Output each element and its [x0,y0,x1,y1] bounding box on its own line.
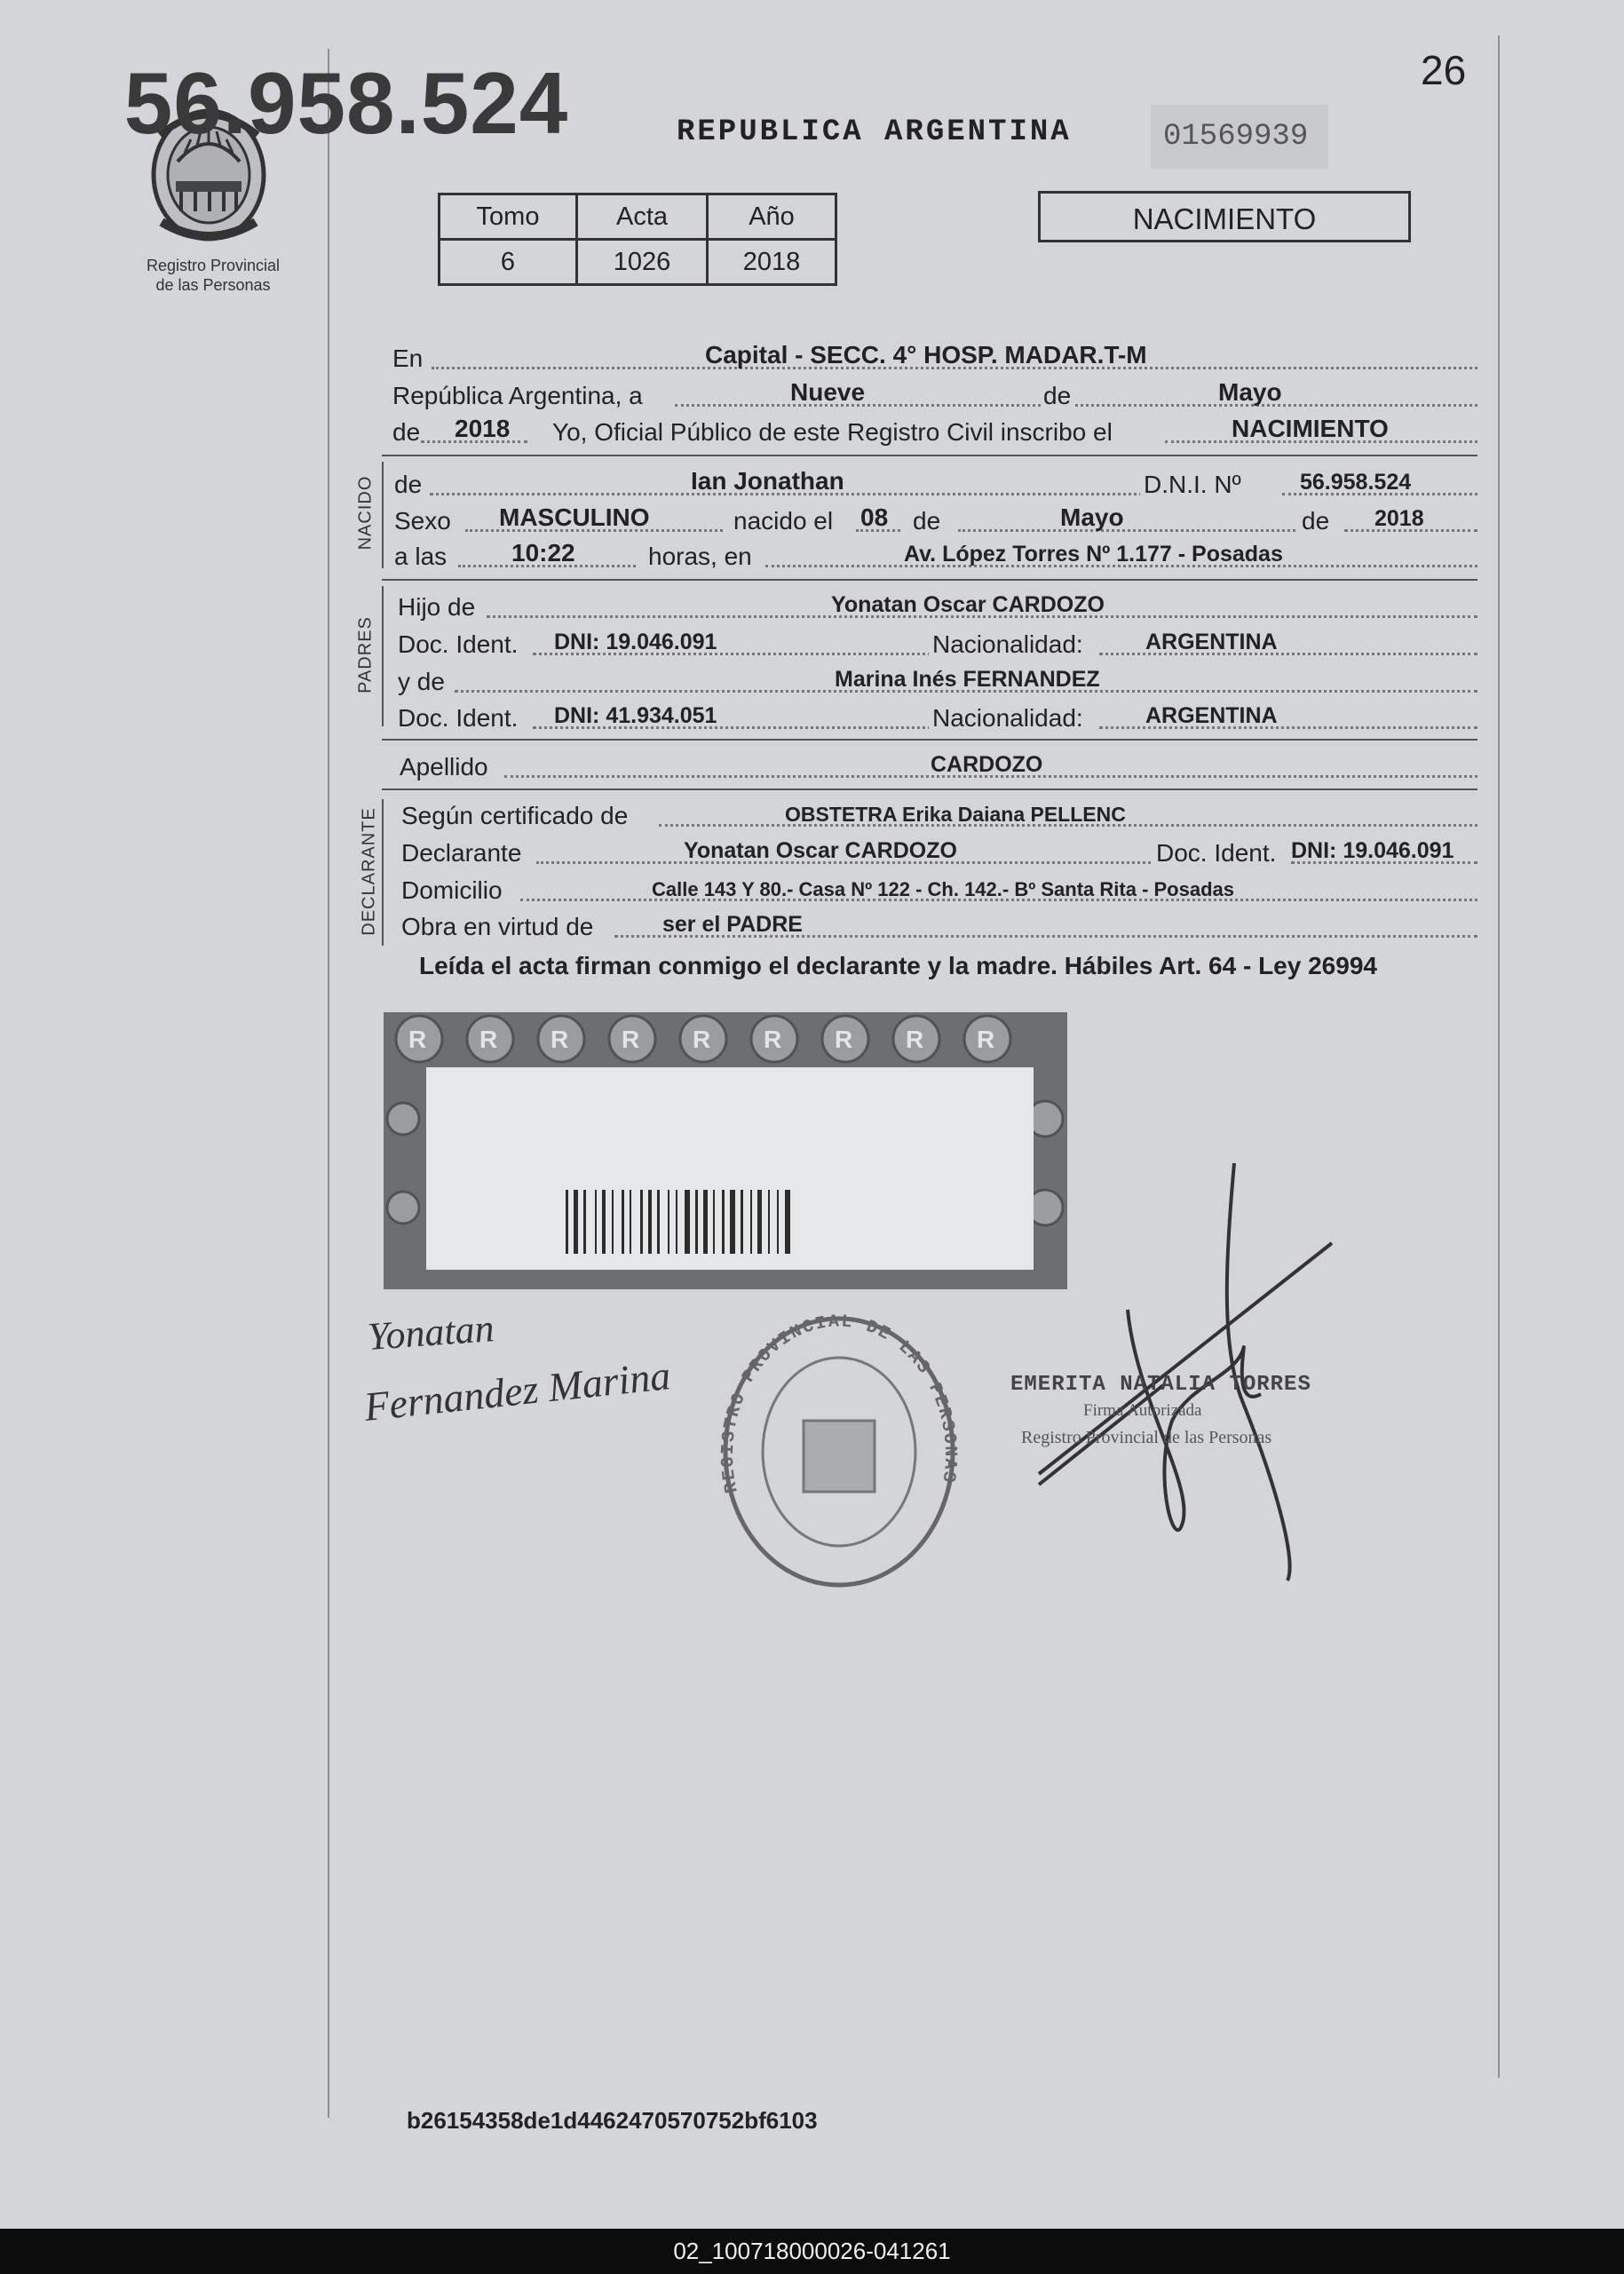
row-apellido [400,746,1477,783]
official-registry: Registro Provincial de las Personas [1021,1428,1272,1447]
declarante-doc: DNI: 19.046.091 [1291,838,1454,863]
row-en [392,337,1477,375]
birth-year: 2018 [1374,506,1424,531]
de-label: de [1043,382,1072,409]
row-nacido-name [394,464,1477,501]
country-title: REPUBLICA ARGENTINA [677,115,1072,149]
mother-doc-label: Doc. Ident. [398,704,519,732]
rule-3 [382,739,1477,741]
tomo-header: Tomo [440,194,577,240]
month-value: Mayo [1218,378,1282,406]
acta-header: Acta [577,194,708,240]
signatures-area [355,1154,1509,1616]
horas-label: horas, en [648,543,752,570]
rule-4 [382,788,1477,790]
signer2-signature [361,1352,673,1430]
child-dni: 56.958.524 [1300,470,1412,495]
row-fecha [392,375,1477,412]
year-value: 2018 [455,415,511,442]
registry-name: Registro Provincial de las Personas [146,257,281,294]
obra-value: ser el PADRE [662,912,803,937]
svg-text:Fernandez Marina: Fernandez Marina [361,1352,673,1430]
country-label: República Argentina, a [392,382,643,409]
declarante-bar [382,799,384,946]
ano-header: Año [708,194,836,240]
declarante-name: Yonatan Oscar CARDOZO [684,838,957,863]
obra-label: Obra en virtud de [401,913,594,940]
act-type-value: NACIMIENTO [1232,415,1389,442]
page-number: 26 [1421,47,1467,93]
father-nationality-label: Nacionalidad: [929,630,1087,659]
row-padre-doc [398,623,1477,661]
row-declarante [401,832,1477,869]
domicilio-label: Domicilio [401,876,503,904]
mother-doc: DNI: 41.934.051 [554,703,717,728]
place-value: Capital - SECC. 4° HOSP. MADAR.T-M [705,341,1147,368]
ano-value: 2018 [708,240,836,285]
tomo-value: 6 [440,240,577,285]
sexo-value: MASCULINO [499,503,650,531]
nacido-de-label: de [394,471,423,498]
sticker-mark: R [551,1026,569,1053]
svg-text:REGISTRO PROVINCIAL DE LAS PER: REGISTRO PROVINCIAL DE LAS PERSONAS [717,1311,961,1495]
row-hora [394,535,1477,573]
padres-section-label: PADRES [355,616,376,693]
de-b-label: de [1302,507,1330,535]
sticker-mark: R [622,1026,640,1053]
rule-1 [382,455,1477,456]
declarante-doc-label: Doc. Ident. [1153,839,1279,868]
cert-label: Según certificado de [401,802,629,829]
reading-statement: Leída el acta firman conmigo el declarante y la madre. Hábiles Art. 64 - Ley 26994 [419,952,1377,979]
left-margin-line [328,49,329,2118]
nacido-section-label: NACIDO [355,475,376,551]
father-name: Yonatan Oscar CARDOZO [831,592,1105,617]
row-domicilio [401,869,1477,907]
declarante-label: Declarante [401,839,522,867]
sticker-mark: R [408,1026,427,1053]
footer-id-bar: 02_100718000026-041261 [0,2229,1624,2274]
sticker-mark: R [764,1026,782,1053]
declarante-section-label: DECLARANTE [359,807,379,936]
y-de-label: y de [398,668,445,695]
record-type: NACIMIENTO [1038,191,1411,242]
en-label: En [392,345,424,372]
birth-day: 08 [860,503,889,531]
mother-nationality-label: Nacionalidad: [929,704,1087,733]
official-name: EMERITA NATALIA TORRES [1010,1373,1311,1397]
signer1-signature [366,1306,495,1359]
sticker-mark: R [906,1026,924,1053]
apellido-label: Apellido [400,753,488,780]
de-year-label: de [392,418,421,446]
domicilio-value: Calle 143 Y 80.- Casa Nº 122 - Ch. 142.- Bº Santa Rita - Posadas [652,878,1234,900]
birth-month: Mayo [1060,503,1124,531]
a-las-label: a las [394,543,448,570]
day-value: Nueve [790,378,866,406]
svg-text:Yonatan: Yonatan [366,1306,496,1359]
sticker-mark: R [479,1026,498,1053]
rule-2 [382,579,1477,581]
father-doc: DNI: 19.046.091 [554,630,717,654]
child-name: Ian Jonathan [691,467,844,495]
certificate-value: OBSTETRA Erika Daiana PELLENC [785,803,1126,826]
row-madre [398,661,1477,698]
mother-name: Marina Inés FERNANDEZ [835,667,1100,692]
document-hash: b26154358de1d4462470570752bf6103 [407,2107,818,2134]
row-certificado [401,795,1477,832]
birth-time: 10:22 [511,539,575,567]
official-signature [1039,1163,1332,1581]
father-nationality: ARGENTINA [1145,630,1278,654]
official-title: Firma Autorizada [1083,1401,1202,1420]
sexo-label: Sexo [394,507,451,535]
acta-value: 1026 [577,240,708,285]
padres-bar [382,586,384,726]
row-sexo [394,500,1477,537]
row-obra [401,906,1477,943]
official-seal [718,1311,960,1585]
hijo-de-label: Hijo de [398,593,476,621]
record-table [438,193,837,286]
father-doc-label: Doc. Ident. [398,630,519,658]
apellido-value: CARDOZO [931,752,1043,777]
officer-text: Yo, Oficial Público de este Registro Civil inscribo el [552,418,1113,446]
sticker-mark: R [977,1026,995,1053]
birth-place: Av. López Torres Nº 1.177 - Posadas [904,542,1283,567]
row-madre-doc [398,697,1477,734]
nacido-bar [382,462,384,568]
sticker-mark: R [693,1026,711,1053]
sticker-mark: R [835,1026,853,1053]
de-a-label: de [913,507,941,535]
sticker-dni-number: 56.958.524 [123,54,569,152]
row-padre [398,586,1477,623]
mother-nationality: ARGENTINA [1145,703,1278,728]
serial-number: 01569939 [1151,105,1328,169]
right-margin-line [1498,36,1500,2078]
row-inscribo [392,411,1477,448]
nacido-el-label: nacido el [733,507,834,535]
dni-label: D.N.I. Nº [1140,471,1245,499]
